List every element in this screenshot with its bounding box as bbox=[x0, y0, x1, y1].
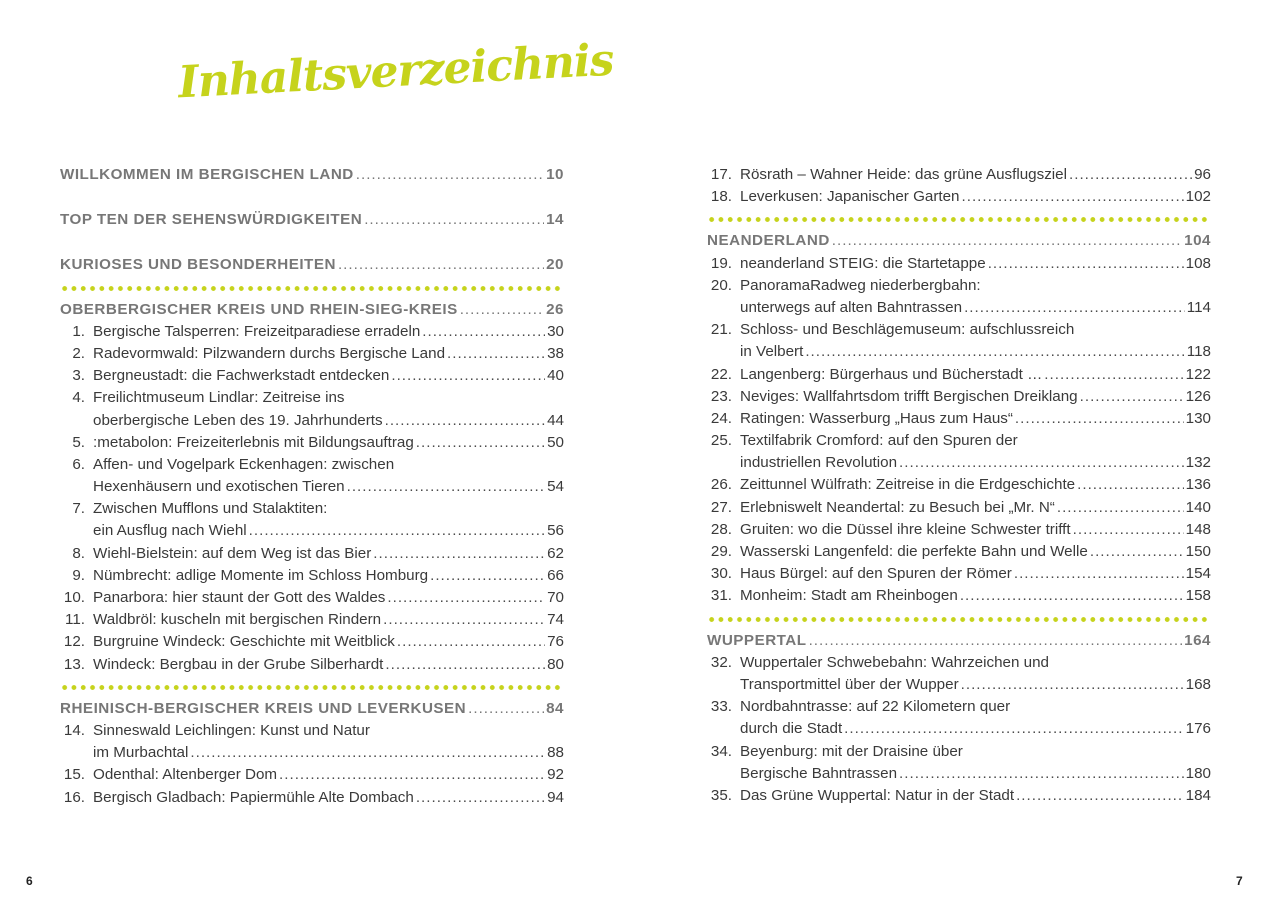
leader-dots bbox=[391, 365, 545, 387]
leader-dots bbox=[1080, 386, 1184, 408]
entry-title: Sinneswald Leichlingen: Kunst und Natur bbox=[93, 721, 370, 739]
leader-dots bbox=[962, 186, 1184, 208]
toc-entry bbox=[707, 386, 1211, 408]
entry-page: 30 bbox=[547, 322, 564, 340]
section-heading bbox=[60, 698, 564, 720]
entry-page: 150 bbox=[1185, 543, 1211, 560]
entry-page: 50 bbox=[547, 433, 564, 451]
leader-dots bbox=[364, 209, 544, 231]
entry-number: 2. bbox=[72, 344, 85, 362]
entry-page: 130 bbox=[1185, 409, 1211, 427]
entry-page: 102 bbox=[1185, 188, 1211, 206]
toc-entry bbox=[60, 787, 564, 809]
entry-number: 25. bbox=[710, 432, 732, 450]
leader-dots bbox=[347, 476, 545, 498]
entry-number: 9. bbox=[72, 566, 85, 584]
left-page bbox=[0, 0, 635, 898]
leader-dots bbox=[832, 230, 1182, 252]
entry-page: 92 bbox=[547, 766, 564, 784]
entry-page: 70 bbox=[547, 589, 564, 606]
entry-title: ein Ausflug nach Wiehl bbox=[93, 522, 247, 540]
leader-dots bbox=[899, 452, 1184, 474]
entry-number: 14. bbox=[63, 721, 85, 739]
toc-entry bbox=[60, 654, 564, 676]
leader-dots bbox=[1077, 474, 1184, 496]
entry-title: Windeck: Bergbau in der Grube Silberhardt bbox=[93, 655, 384, 673]
entry-title: neanderland STEIG: die Startetappe bbox=[740, 254, 986, 272]
entry-title: Langenberg: Bürgerhaus und Bücherstadt … bbox=[740, 365, 1043, 383]
entry-title: Monheim: Stadt am Rheinbogen bbox=[740, 587, 958, 605]
section-heading bbox=[707, 630, 1211, 652]
right-page bbox=[636, 0, 1271, 898]
entry-number: 24. bbox=[710, 409, 732, 427]
entry-page: 94 bbox=[547, 788, 564, 806]
section-page: 104 bbox=[1184, 232, 1211, 250]
entry-number: 6. bbox=[72, 455, 85, 473]
entry-page: 118 bbox=[1186, 343, 1211, 361]
toc-entry-continued bbox=[60, 476, 564, 498]
leader-dots bbox=[387, 587, 545, 609]
section-title: RHEINISCH-BERGISCHER KREIS UND LEVERKUSEN bbox=[60, 699, 467, 717]
entry-page: 148 bbox=[1185, 520, 1211, 538]
entry-title: Affen- und Vogelpark Eckenhagen: zwischen bbox=[93, 455, 395, 473]
entry-number: 15. bbox=[63, 766, 85, 784]
entry-number: 19. bbox=[710, 254, 732, 272]
entry-page: 44 bbox=[547, 411, 564, 429]
entry-page: 76 bbox=[547, 633, 564, 651]
section-title: KURIOSES UND BESONDERHEITEN bbox=[60, 256, 336, 274]
leader-dots bbox=[1044, 364, 1183, 386]
entry-title: in Velbert bbox=[740, 343, 804, 361]
dotted-separator bbox=[707, 608, 1211, 630]
entry-page: 88 bbox=[547, 744, 564, 762]
leader-dots bbox=[805, 341, 1184, 363]
entry-title: Textilfabrik Cromford: auf den Spuren der bbox=[740, 432, 1018, 450]
entry-number: 27. bbox=[710, 498, 732, 516]
toc-entry-continued bbox=[707, 674, 1211, 696]
entry-title: Hexenhäusern und exotischen Tieren bbox=[93, 478, 345, 496]
toc-entry bbox=[60, 498, 564, 520]
section-page: 84 bbox=[546, 699, 564, 717]
leader-dots bbox=[468, 698, 544, 720]
toc-entry bbox=[60, 565, 564, 587]
entry-number: 35. bbox=[710, 786, 732, 804]
toc-entry bbox=[60, 543, 564, 565]
toc-entry bbox=[60, 321, 564, 343]
entry-title: Freilichtmuseum Lindlar: Zeitreise ins bbox=[93, 389, 345, 407]
section-title: NEANDERLAND bbox=[707, 232, 830, 250]
leader-dots bbox=[279, 764, 545, 786]
toc-entry bbox=[60, 720, 564, 742]
entry-title: Panarbora: hier staunt der Gott des Waldes bbox=[93, 589, 386, 606]
entry-title: im Murbachtal bbox=[93, 744, 189, 762]
entry-number: 22. bbox=[710, 365, 732, 383]
entry-page: 108 bbox=[1185, 254, 1211, 272]
entry-title: Erlebniswelt Neandertal: zu Besuch bei „Mr. N“ bbox=[740, 498, 1055, 516]
entry-title: industriellen Revolution bbox=[740, 454, 898, 472]
section-page: 26 bbox=[546, 300, 564, 318]
toc-entry bbox=[707, 541, 1211, 563]
dotted-separator bbox=[707, 208, 1211, 230]
leader-dots bbox=[447, 343, 545, 365]
leader-dots bbox=[1014, 563, 1184, 585]
toc-entry bbox=[60, 631, 564, 653]
entry-title: oberbergische Leben des 19. Jahrhunderts bbox=[93, 411, 383, 429]
entry-number: 4. bbox=[72, 389, 85, 407]
entry-title: Schloss- und Beschlägemuseum: aufschlussreich bbox=[740, 321, 1075, 339]
entry-page: 56 bbox=[547, 522, 564, 540]
entry-number: 18. bbox=[710, 188, 732, 206]
entry-page: 132 bbox=[1185, 454, 1211, 472]
entry-title: Nümbrecht: adlige Momente im Schloss Homburg bbox=[93, 566, 429, 584]
toc-entry-continued bbox=[707, 297, 1211, 319]
entry-number: 16. bbox=[63, 788, 85, 806]
entry-title: Rösrath – Wahner Heide: das grüne Ausflugsziel bbox=[740, 166, 1067, 183]
section-page: 164 bbox=[1184, 631, 1211, 649]
leader-dots bbox=[385, 410, 545, 432]
toc-entry bbox=[707, 364, 1211, 386]
toc-entry bbox=[707, 186, 1211, 208]
leader-dots bbox=[961, 674, 1184, 696]
entry-page: 122 bbox=[1185, 365, 1211, 383]
entry-page: 38 bbox=[547, 344, 564, 362]
toc-entry-continued bbox=[60, 742, 564, 764]
page-number-left: 6 bbox=[26, 874, 33, 888]
entry-page: 154 bbox=[1185, 565, 1211, 583]
leader-dots bbox=[1090, 541, 1184, 563]
entry-title: Bergneustadt: die Fachwerkstadt entdecken bbox=[93, 367, 390, 385]
entry-title: Das Grüne Wuppertal: Natur in der Stadt bbox=[740, 786, 1015, 804]
toc-entry bbox=[707, 497, 1211, 519]
toc-entry bbox=[707, 741, 1211, 763]
section-heading bbox=[60, 254, 564, 276]
entry-title: Wiehl-Bielstein: auf dem Weg ist das Bier bbox=[93, 544, 372, 562]
entry-title: Nordbahntrasse: auf 22 Kilometern quer bbox=[740, 698, 1011, 716]
toc-entry bbox=[707, 319, 1211, 341]
entry-title: unterwegs auf alten Bahntrassen bbox=[740, 298, 963, 316]
toc-entry bbox=[60, 432, 564, 454]
leader-dots bbox=[383, 609, 545, 631]
leader-dots bbox=[416, 787, 545, 809]
toc-entry bbox=[707, 430, 1211, 452]
entry-title: Beyenburg: mit der Draisine über bbox=[740, 742, 963, 760]
entry-number: 31. bbox=[710, 587, 732, 605]
entry-title: Waldbröl: kuscheln mit bergischen Rindern bbox=[93, 611, 382, 629]
section-title: OBERBERGISCHER KREIS UND RHEIN-SIEG-KREIS bbox=[60, 300, 458, 318]
section-title: WUPPERTAL bbox=[707, 631, 807, 649]
toc-title: Inhaltsverzeichnis bbox=[176, 34, 615, 109]
entry-number: 21. bbox=[710, 321, 732, 339]
toc-entry-continued bbox=[707, 763, 1211, 785]
leader-dots bbox=[1073, 519, 1184, 541]
entry-page: 66 bbox=[547, 566, 564, 584]
entry-number: 28. bbox=[710, 520, 732, 538]
leader-dots bbox=[960, 585, 1184, 607]
leader-dots bbox=[356, 164, 544, 186]
entry-title: Leverkusen: Japanischer Garten bbox=[740, 188, 960, 206]
toc-entry bbox=[707, 164, 1211, 186]
entry-number: 7. bbox=[72, 500, 85, 518]
leader-dots bbox=[422, 321, 545, 343]
entry-title: :metabolon: Freizeiterlebnis mit Bildungsauftrag bbox=[93, 433, 414, 451]
entry-title: Burgruine Windeck: Geschichte mit Weitblick bbox=[93, 633, 395, 651]
entry-page: 184 bbox=[1185, 786, 1211, 804]
leader-dots bbox=[844, 718, 1183, 740]
entry-number: 23. bbox=[710, 387, 732, 405]
entry-title: Neviges: Wallfahrtsdom trifft Bergischen Dreiklang bbox=[740, 387, 1078, 405]
entry-number: 20. bbox=[710, 276, 732, 294]
entry-page: 158 bbox=[1185, 587, 1211, 605]
section-page: 10 bbox=[546, 166, 564, 183]
toc-entry bbox=[707, 408, 1211, 430]
entry-number: 8. bbox=[72, 544, 85, 562]
dotted-separator bbox=[60, 676, 564, 698]
entry-title: Ratingen: Wasserburg „Haus zum Haus“ bbox=[740, 409, 1013, 427]
toc-entry bbox=[60, 609, 564, 631]
toc-entry-continued bbox=[707, 341, 1211, 363]
entry-page: 168 bbox=[1185, 675, 1211, 693]
leader-dots bbox=[373, 543, 545, 565]
leader-dots bbox=[249, 520, 545, 542]
entry-number: 34. bbox=[710, 742, 732, 760]
entry-number: 10. bbox=[63, 589, 85, 606]
section-page: 20 bbox=[546, 256, 564, 274]
entry-number: 11. bbox=[65, 611, 85, 629]
entry-title: Transportmittel über der Wupper bbox=[740, 675, 959, 693]
entry-title: Haus Bürgel: auf den Spuren der Römer bbox=[740, 565, 1012, 583]
entry-title: Zeittunnel Wülfrath: Zeitreise in die Erdgeschichte bbox=[740, 476, 1076, 494]
entry-page: 136 bbox=[1185, 476, 1211, 494]
entry-number: 30. bbox=[710, 565, 732, 583]
section-title: WILLKOMMEN IM BERGISCHEN LAND bbox=[60, 166, 354, 183]
entry-page: 40 bbox=[547, 367, 564, 385]
entry-number: 26. bbox=[710, 476, 732, 494]
entry-page: 176 bbox=[1185, 720, 1211, 738]
entry-page: 114 bbox=[1186, 298, 1211, 316]
page-number-right: 7 bbox=[1236, 874, 1243, 888]
entry-page: 74 bbox=[547, 611, 564, 629]
entry-title: Bergische Bahntrassen bbox=[740, 764, 898, 782]
spacer bbox=[60, 186, 564, 209]
entry-page: 54 bbox=[547, 478, 564, 496]
entry-number: 33. bbox=[710, 698, 732, 716]
entry-number: 13. bbox=[63, 655, 85, 673]
entry-page: 62 bbox=[547, 544, 564, 562]
toc-entry bbox=[60, 454, 564, 476]
entry-number: 3. bbox=[72, 367, 85, 385]
toc-entry bbox=[707, 519, 1211, 541]
entry-title: Wasserski Langenfeld: die perfekte Bahn und Welle bbox=[740, 543, 1088, 560]
leader-dots bbox=[460, 299, 544, 321]
entry-number: 1. bbox=[72, 322, 85, 340]
entry-title: Odenthal: Altenberger Dom bbox=[93, 766, 278, 784]
entry-page: 80 bbox=[547, 655, 564, 673]
section-heading bbox=[60, 209, 564, 231]
entry-page: 140 bbox=[1185, 498, 1211, 516]
spacer bbox=[60, 231, 564, 254]
entry-number: 29. bbox=[710, 543, 732, 560]
toc-entry bbox=[60, 343, 564, 365]
entry-number: 5. bbox=[72, 433, 85, 451]
toc-entry bbox=[707, 253, 1211, 275]
toc-entry bbox=[60, 764, 564, 786]
section-page: 14 bbox=[546, 211, 564, 229]
toc-entry-continued bbox=[60, 520, 564, 542]
entry-number: 12. bbox=[63, 633, 85, 651]
leader-dots bbox=[397, 631, 545, 653]
leader-dots bbox=[338, 254, 544, 276]
toc-entry-continued bbox=[707, 452, 1211, 474]
leader-dots bbox=[1015, 408, 1184, 430]
leader-dots bbox=[190, 742, 545, 764]
leader-dots bbox=[809, 630, 1183, 652]
leader-dots bbox=[430, 565, 545, 587]
toc-entry bbox=[60, 365, 564, 387]
toc-entry bbox=[707, 563, 1211, 585]
section-heading bbox=[707, 230, 1211, 252]
toc-entry bbox=[707, 652, 1211, 674]
leader-dots bbox=[1057, 497, 1184, 519]
leader-dots bbox=[1069, 164, 1192, 186]
section-title: TOP TEN DER SEHENSWÜRDIGKEITEN bbox=[60, 211, 363, 229]
entry-number: 17. bbox=[710, 166, 732, 183]
toc-entry bbox=[60, 587, 564, 609]
toc-entry bbox=[707, 785, 1211, 807]
leader-dots bbox=[964, 297, 1185, 319]
entry-title: Bergisch Gladbach: Papiermühle Alte Dombach bbox=[93, 788, 414, 806]
dotted-separator bbox=[60, 277, 564, 299]
entry-title: Gruiten: wo die Düssel ihre kleine Schwester trifft bbox=[740, 520, 1071, 538]
entry-page: 126 bbox=[1185, 387, 1211, 405]
entry-title: Wuppertaler Schwebebahn: Wahrzeichen und bbox=[740, 653, 1049, 671]
entry-title: Bergische Talsperren: Freizeitparadiese erradeln bbox=[93, 322, 421, 340]
leader-dots bbox=[1016, 785, 1184, 807]
toc-entry bbox=[707, 275, 1211, 297]
toc-entry-continued bbox=[707, 718, 1211, 740]
entry-page: 96 bbox=[1194, 166, 1211, 183]
leader-dots bbox=[988, 253, 1184, 275]
toc-entry bbox=[707, 696, 1211, 718]
toc-entry bbox=[707, 474, 1211, 496]
entry-title: Zwischen Mufflons und Stalaktiten: bbox=[93, 500, 328, 518]
leader-dots bbox=[899, 763, 1184, 785]
entry-page: 180 bbox=[1185, 764, 1211, 782]
entry-number: 32. bbox=[710, 653, 732, 671]
toc-column-left bbox=[60, 164, 564, 809]
leader-dots bbox=[416, 432, 545, 454]
entry-title: Radevormwald: Pilzwandern durchs Bergische Land bbox=[93, 344, 446, 362]
toc-entry bbox=[707, 585, 1211, 607]
leader-dots bbox=[385, 654, 545, 676]
entry-title: PanoramaRadweg niederbergbahn: bbox=[740, 276, 981, 294]
section-heading bbox=[60, 164, 564, 186]
section-heading bbox=[60, 299, 564, 321]
toc-entry-continued bbox=[60, 410, 564, 432]
toc-entry bbox=[60, 387, 564, 409]
entry-title: durch die Stadt bbox=[740, 720, 843, 738]
toc-column-right bbox=[707, 164, 1211, 807]
